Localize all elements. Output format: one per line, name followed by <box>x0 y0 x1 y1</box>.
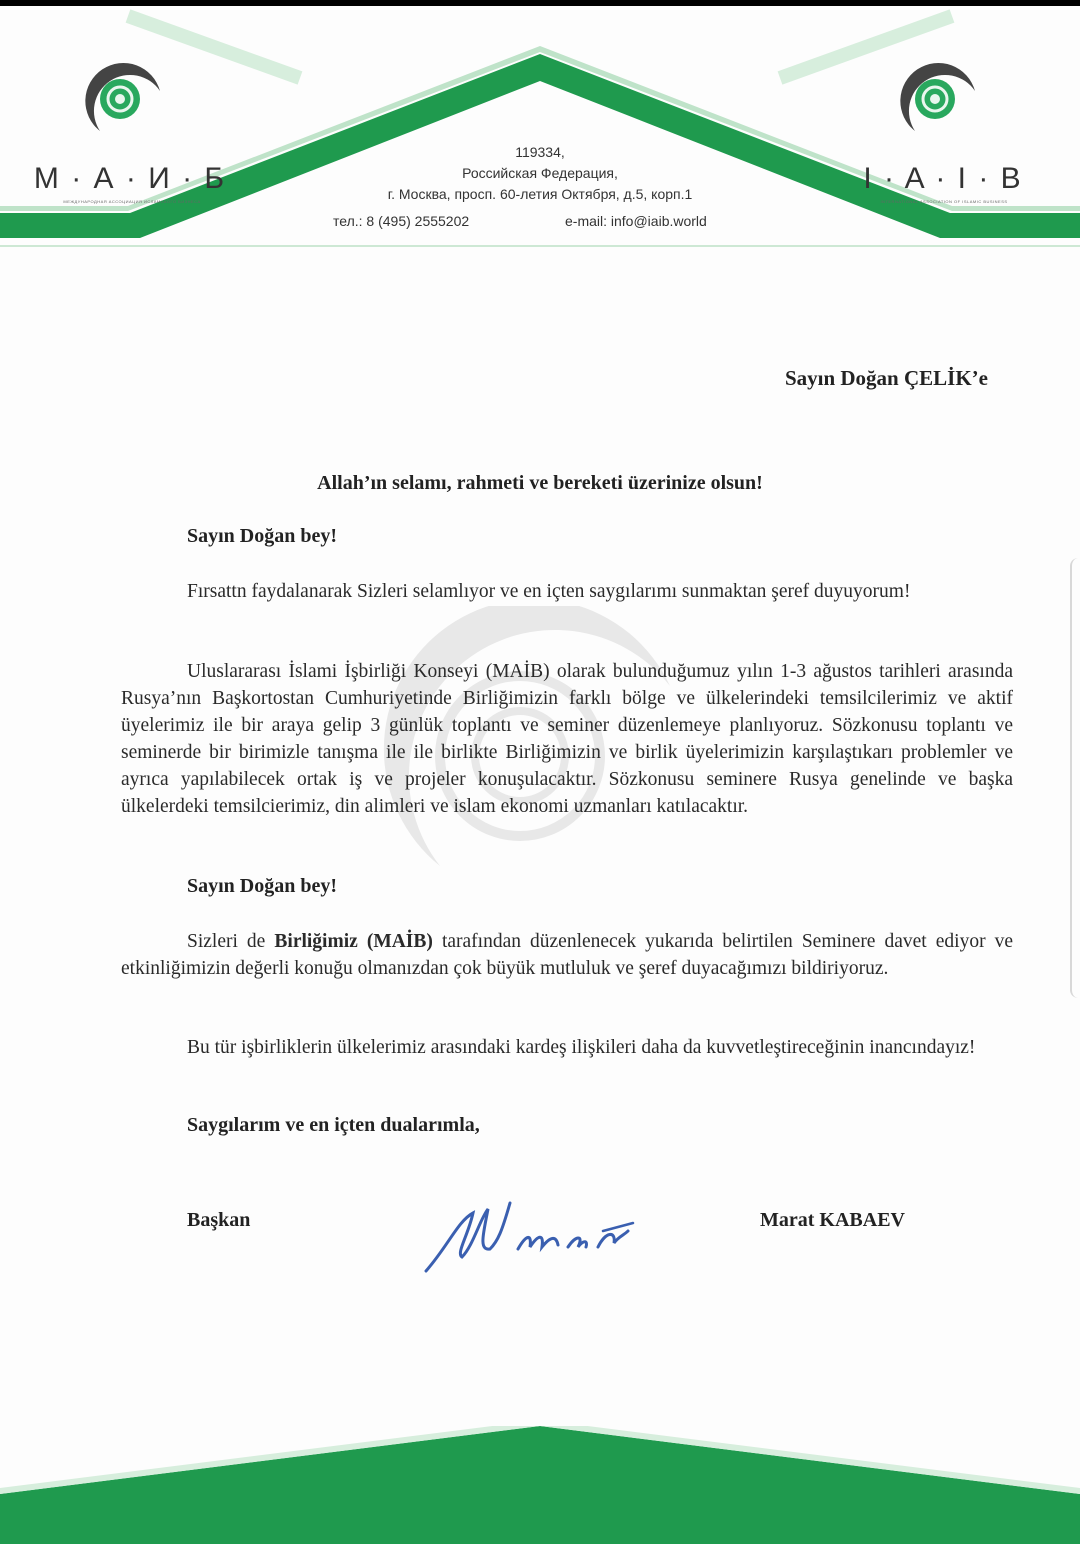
maib-logo-icon <box>80 61 170 151</box>
signer-role: Başkan <box>187 1209 251 1231</box>
paragraph-intro: Fırsattn faydalanarak Sizleri selamlıyor ve en içten saygılarımı sunmaktan şeref duyuyorum! <box>187 581 911 602</box>
phone-number: тел.: 8 (495) 2555202 <box>333 213 470 229</box>
email-address: e-mail: info@iaib.world <box>565 213 707 229</box>
signer-name: Marat KABAEV <box>760 1209 905 1231</box>
scroll-edge-handle[interactable] <box>1070 558 1080 998</box>
invitation-text-pre: Sizleri de <box>187 931 275 952</box>
address-street: г. Москва, просп. 60-летия Октября, д.5, корп.1 <box>387 186 693 202</box>
paragraph-belief: Bu tür işbirliklerin ülkelerimiz arasındaki kardeş ilişkileri daha da kuvvetleştireceğinin inancındayız! <box>187 1037 976 1058</box>
handwritten-signature <box>418 1191 658 1281</box>
salutation-second: Sayın Doğan bey! <box>187 875 338 897</box>
footer-chevron-graphic <box>0 1426 1080 1544</box>
address-block <box>340 142 740 205</box>
invitation-text-post: tarafından düzenlenecek yukarıda belirtilen Seminere davet ediyor ve etkinliğimizin değerli konuğu olmanızdan çok büyük mutluluk ve şeref duyacağımızı bildiriyoruz. <box>121 931 1014 979</box>
iaib-logo-icon <box>895 61 985 151</box>
invitation-org-name: Birliğimiz (MAİB) <box>274 931 433 952</box>
paragraph-seminar: Uluslararası İslami İşbirliği Konseyi (MAİB) olarak bulunduğumuz yılın 1-3 ağustos tarihleri arasında Rusya’nın Başkortostan Cumhuriyetinde Birliğimizin farklı bölge ve ülkelerindeki temsilcilerimiz ve aktif üyelerimiz ile bir araya gelip 3 günlük toplantı ve seminer düzenlemeye planlıyoruz. Sözkonusu toplantı ve seminerde bir birimizle tanışma ile ile birlikte Birliğimizin ve birlik üyelerimizin karşılaştıkarı problemler ve ayrıca yapılabilecek ortak iş ve projeler konuşulacaktır. Sözkonusu seminere Rusya genelinde ve başka ülkelerdeki temsilcierimiz, din alimleri ve islam ekonomi uzmanları katılacaktır. <box>121 661 1013 817</box>
recipient-line: Sayın Doğan ÇELİK’e <box>784 366 988 390</box>
right-org-name: I · A · I · B <box>863 162 1023 195</box>
salutation-first: Sayın Doğan bey! <box>187 525 338 547</box>
right-org-subtitle: INTERNATIONAL ASSOCIATION OF ISLAMIC BUSINESS <box>880 199 1008 204</box>
left-org-subtitle: МЕЖДУНАРОДНАЯ АССОЦИАЦИЯ ИСЛАМСКОГО БИЗНЕСА <box>63 199 201 204</box>
greeting-line: Allah’ın selamı, rahmeti ve bereketi üzerinize olsun! <box>317 472 763 494</box>
letterhead <box>0 6 1080 256</box>
closing-line: Saygılarım ve en içten dualarımla, <box>187 1114 480 1136</box>
address-postcode: 119334, <box>515 144 565 160</box>
paragraph-invitation <box>121 928 1013 982</box>
letter-page <box>0 6 1080 1544</box>
left-org-name: М · А · И · Б <box>33 162 227 195</box>
address-country: Российская Федерация, <box>462 165 618 181</box>
